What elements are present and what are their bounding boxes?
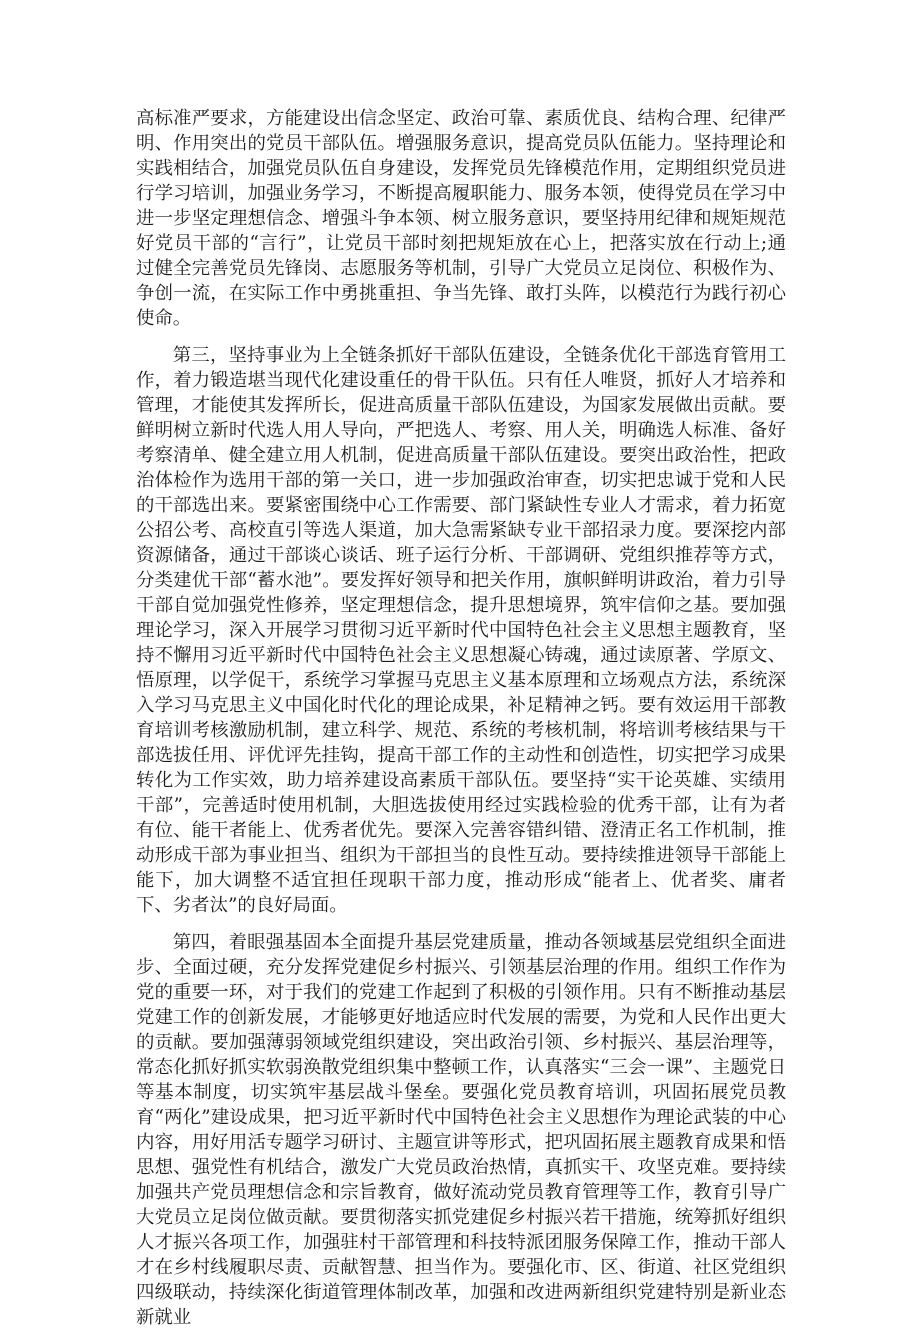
paragraph-fourth-point: 第四，着眼强基固本全面提升基层党建质量，推动各领域基层党组织全面进步、全面过硬，充分发挥党建促乡村振兴、引领基层治理的作用。组织工作作为党的重要一环，对于我们的党建工作起到了积极的引领作用。只有不断推动基层党建工作的创新发展，才能够更好地适应时代发展的需要，为党和人民作出更大的贡献。要加强薄弱领域党组织建设，突出政治引领、乡村振兴、基层治理等，常态化抓好抓实软弱涣散党组织集中整顿工作，认真落实“三会一课”、主题党日等基本制度，切实筑牢基层战斗堡垒。要强化党员教育培训，巩固拓展党员教育“两化”建设成果，把习近平新时代中国特色社会主义思想作为理论武装的中心内容，用好用活专题学习研讨、主题宣讲等形式，把巩固拓展主题教育成果和悟思想、强党性有机结合，激发广大党员政治热情，真抓实干、攻坚克难。要持续加强共产党员理想信念和宗旨教育，做好流动党员教育管理等工作，教育引导广大党员立足岗位做贡献。要贯彻落实抓党建促乡村振兴若干措施，统筹抓好组织人才振兴各项工作，加强驻村干部管理和科技特派团服务保障工作，推动干部人才在乡村线履职尽责、贡献智慧、担当作为。要强化市、区、街道、社区党组织四级联动，持续深化街道管理体制改革，加强和改进两新组织党建特别是新业态新就业 (136, 932, 786, 1328)
paragraph-third-point: 第三，坚持事业为上全链条抓好干部队伍建设，全链条优化干部选育管用工作，着力锻造堪当现代化建设重任的骨干队伍。只有任人唯贤，抓好人才培养和管理，才能使其发挥所长，促进高质量干部队伍建设，为国家发展做出贡献。要鲜明树立新时代选人用人导向，严把选人、考察、用人关，明确选人标准、备好考察清单、健全建立用人机制，促进高质量干部队伍建设。要突出政治性，把政治体检作为选用干部的第一关口，进一步加强政治审查，切实把忠诚于党和人民的干部选出来。要紧密围绕中心工作需要、部门紧缺性专业人才需求，着力拓宽公招公考、高校直引等选人渠道，加大急需紧缺专业干部招录力度。要深挖内部资源储备，通过干部谈心谈话、班子运行分析、干部调研、党组织推荐等方式，分类建优干部“蓄水池”。要发挥好领导和把关作用，旗帜鲜明讲政治，着力引导干部自觉加强党性修养，坚定理想信念，提升思想境界，筑牢信仰之基。要加强理论学习，深入开展学习贯彻习近平新时代中国特色社会主义思想主题教育，坚持不懈用习近平新时代中国特色社会主义思想凝心铸魂，通过读原著、学原文、悟原理，以学促干，系统学习掌握马克思主义基本原理和立场观点方法，系统深入学习马克思主义中国化时代化的理论成果，补足精神之钙。要有效运用干部教育培训考核激励机制，建立科学、规范、系统的考核机制，将培训考核结果与干部选拔任用、评优评先挂钩，提高干部工作的主动性和创造性，切实把学习成果转化为工作实效，助力培养建设高素质干部队伍。要坚持“实干论英雄、实绩用干部”，完善适时使用机制，大胆选拔使用经过实践检验的优秀干部，让有为者有位、能干者能上、优秀者优先。要深入完善容错纠错、澄清正名工作机制，推动形成干部为事业担当、组织为干部担当的良性互动。要持续推进领导干部能上能下，加大调整不适宜担任现职干部力度，推动形成“能者上、优者奖、庸者下、劣者汰”的良好局面。 (136, 345, 786, 916)
document-page (136, 106, 786, 1342)
paragraph-continuation: 高标准严要求，方能建设出信念坚定、政治可靠、素质优良、结构合理、纪律严明、作用突出的党员干部队伍。增强服务意识，提高党员队伍能力。坚持理论和实践相结合，加强党员队伍自身建设，发挥党员先锋模范作用，定期组织党员进行学习培训，加强业务学习，不断提高履职能力、服务本领，使得党员在学习中进一步坚定理想信念、增强斗争本领、树立服务意识，要坚持用纪律和规矩规范好党员干部的“言行”，让党员干部时刻把规矩放在心上，把落实放在行动上;通过健全完善党员先锋岗、志愿服务等机制，引导广大党员立足岗位、积极作为、争创一流，在实际工作中勇挑重担、争当先锋、敢打头阵，以模范行为践行初心使命。 (136, 108, 786, 329)
